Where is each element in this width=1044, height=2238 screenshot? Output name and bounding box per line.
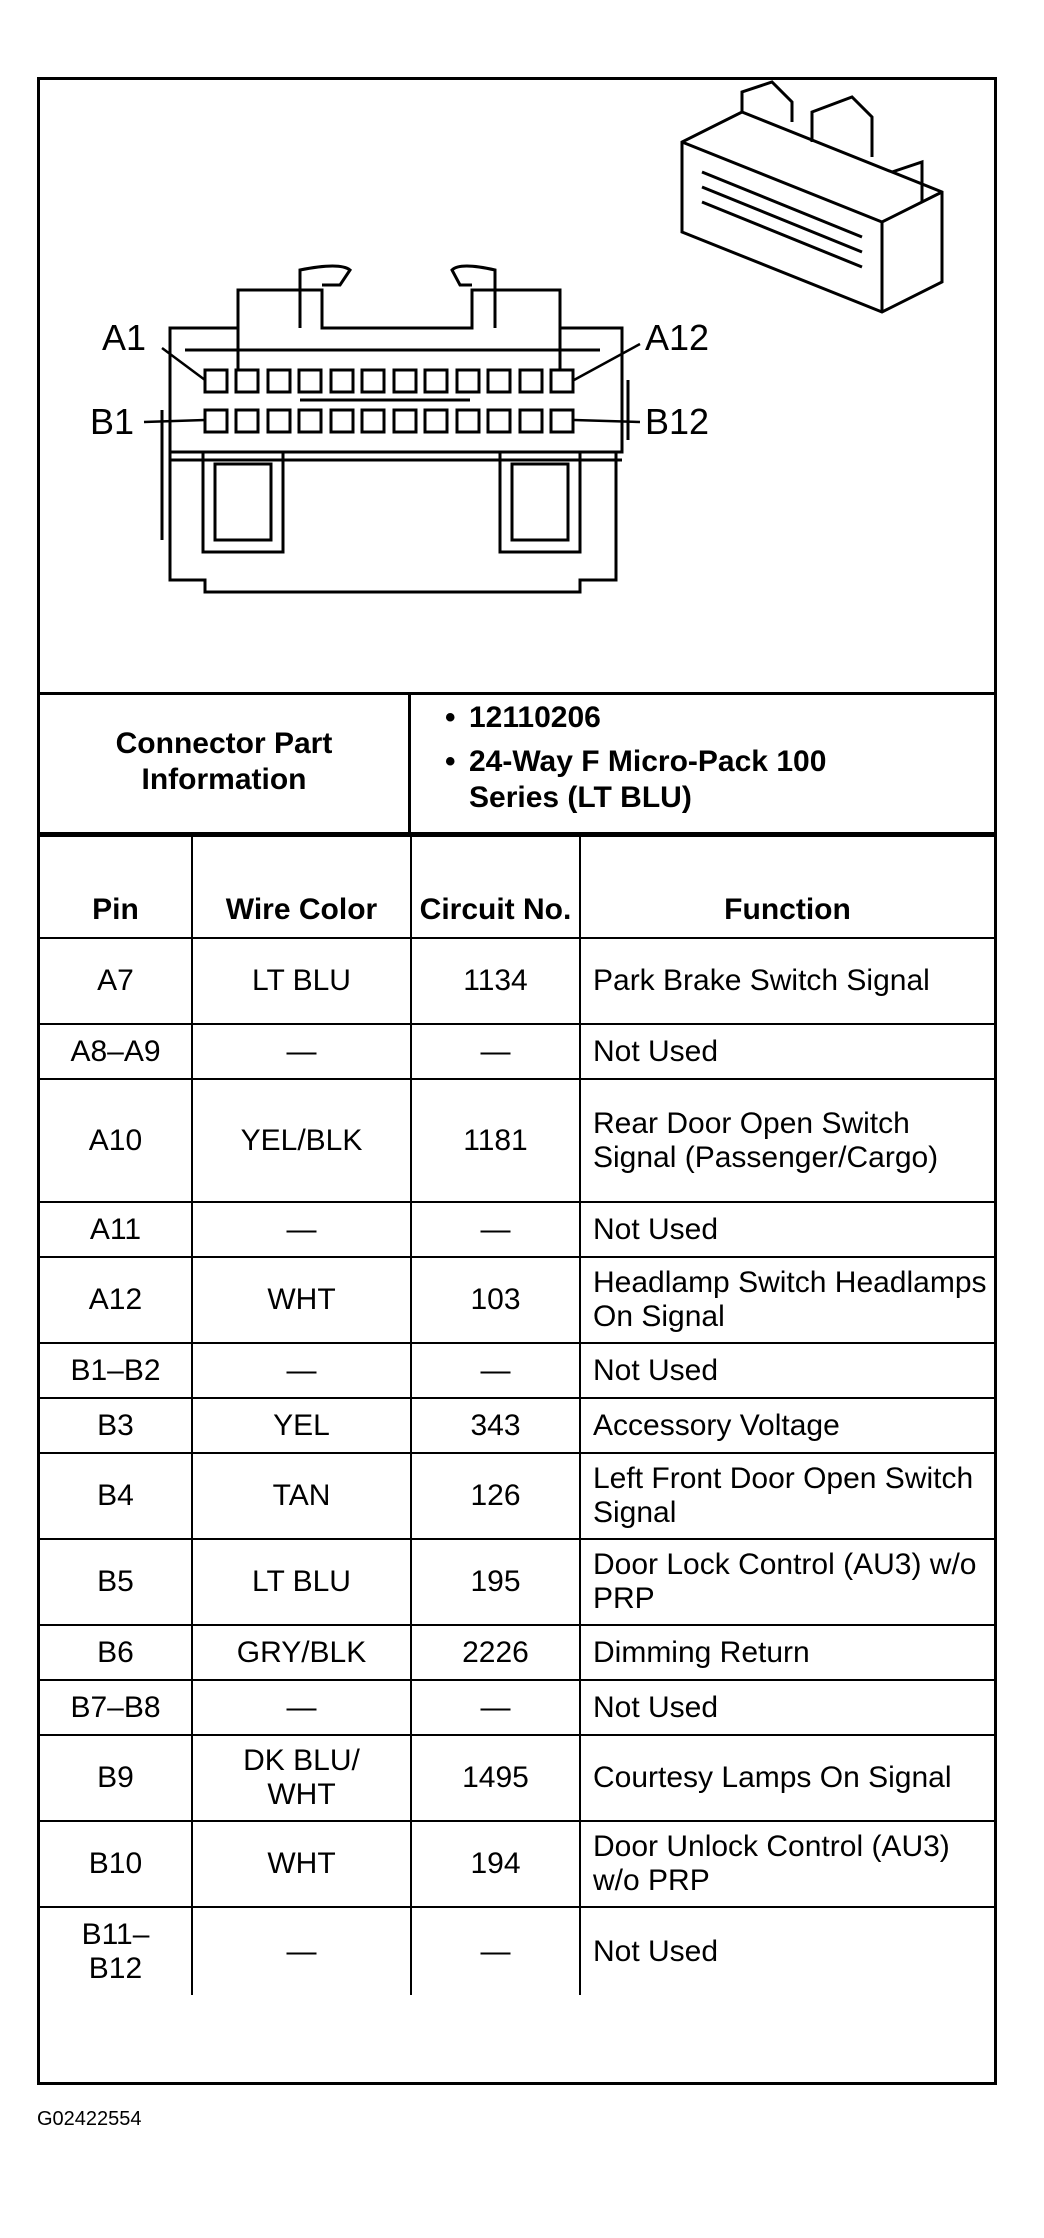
wire-color-cell: WHT [192, 1821, 411, 1907]
wire-color-cell: LT BLU [192, 1539, 411, 1625]
function-cell: Park Brake Switch Signal [580, 938, 994, 1024]
pin-cell: B10 [40, 1821, 192, 1907]
pin-label-b1: B1 [90, 401, 135, 442]
pin-cell: A7 [40, 938, 192, 1024]
circuit-cell: — [411, 1680, 580, 1735]
wire-color-cell: GRY/BLK [192, 1625, 411, 1680]
table-row [40, 1907, 994, 1995]
pin-cell: B6 [40, 1625, 192, 1680]
function-cell: Left Front Door Open Switch Signal [580, 1453, 994, 1539]
circuit-cell: 343 [411, 1398, 580, 1453]
header-function: Function [580, 836, 994, 938]
pin-cell: A10 [40, 1079, 192, 1202]
function-cell: Door Unlock Control (AU3) w/o PRP [580, 1821, 994, 1907]
function-cell: Accessory Voltage [580, 1398, 994, 1453]
header-pin: Pin [40, 836, 192, 938]
table-row [40, 1680, 994, 1735]
header-wire-color: Wire Color [192, 836, 411, 938]
table-row [40, 1453, 994, 1539]
connector-face-drawing [40, 80, 994, 690]
figure-id: G02422554 [37, 2108, 142, 2130]
circuit-cell: — [411, 1024, 580, 1079]
function-cell: Rear Door Open Switch Signal (Passenger/Cargo) [580, 1079, 994, 1202]
wire-color-cell: LT BLU [192, 938, 411, 1024]
connector-info-details [411, 692, 994, 832]
function-cell: Door Lock Control (AU3) w/o PRP [580, 1539, 994, 1625]
wire-color-cell: DK BLU/ WHT [192, 1735, 411, 1821]
pinout-table [40, 835, 994, 1995]
pin-cell: A12 [40, 1257, 192, 1343]
part-number: • 12110206 [469, 700, 994, 736]
wire-color-cell: YEL [192, 1398, 411, 1453]
table-row [40, 1539, 994, 1625]
pin-cell: B7–B8 [40, 1680, 192, 1735]
circuit-cell: 1495 [411, 1735, 580, 1821]
connector-info-heading: Connector Part Information [40, 692, 411, 832]
circuit-cell: 194 [411, 1821, 580, 1907]
table-row [40, 938, 994, 1024]
wire-color-cell: — [192, 1680, 411, 1735]
wire-color-cell: YEL/BLK [192, 1079, 411, 1202]
function-cell: Headlamp Switch Headlamps On Signal [580, 1257, 994, 1343]
pin-cell: B4 [40, 1453, 192, 1539]
circuit-cell: — [411, 1907, 580, 1995]
header-circuit: Circuit No. [411, 836, 580, 938]
connector-isometric-view [682, 82, 942, 312]
wire-color-cell: — [192, 1907, 411, 1995]
wire-color-cell: WHT [192, 1257, 411, 1343]
connector-document [37, 77, 997, 2085]
wire-color-cell: — [192, 1024, 411, 1079]
table-row [40, 1079, 994, 1202]
wire-color-cell: — [192, 1202, 411, 1257]
pin-cell: B9 [40, 1735, 192, 1821]
pin-label-a12: A12 [645, 317, 710, 358]
circuit-cell: — [411, 1202, 580, 1257]
pin-cell: A8–A9 [40, 1024, 192, 1079]
wire-color-cell: TAN [192, 1453, 411, 1539]
table-row [40, 1257, 994, 1343]
function-cell: Not Used [580, 1202, 994, 1257]
table-row [40, 1821, 994, 1907]
table-row [40, 1202, 994, 1257]
circuit-cell: 1181 [411, 1079, 580, 1202]
function-cell: Not Used [580, 1024, 994, 1079]
function-cell: Not Used [580, 1343, 994, 1398]
connector-part-information [40, 692, 994, 835]
table-row [40, 1398, 994, 1453]
connector-description: • 24-Way F Micro-Pack 100 Series (LT BLU) [469, 744, 994, 816]
table-row [40, 1625, 994, 1680]
function-cell: Not Used [580, 1907, 994, 1995]
circuit-cell: 126 [411, 1453, 580, 1539]
pin-label-b12: B12 [645, 401, 710, 442]
table-row [40, 1024, 994, 1079]
pin-cell: B11– B12 [40, 1907, 192, 1995]
table-row [40, 1343, 994, 1398]
pin-cell: B3 [40, 1398, 192, 1453]
circuit-cell: 2226 [411, 1625, 580, 1680]
function-cell: Not Used [580, 1680, 994, 1735]
function-cell: Dimming Return [580, 1625, 994, 1680]
table-row [40, 1735, 994, 1821]
function-cell: Courtesy Lamps On Signal [580, 1735, 994, 1821]
circuit-cell: 103 [411, 1257, 580, 1343]
connector-diagram [40, 80, 994, 695]
pin-cell: A11 [40, 1202, 192, 1257]
pin-cell: B1–B2 [40, 1343, 192, 1398]
pin-label-a1: A1 [102, 317, 147, 358]
pin-cell: B5 [40, 1539, 192, 1625]
circuit-cell: — [411, 1343, 580, 1398]
table-header-row [40, 836, 994, 938]
circuit-cell: 195 [411, 1539, 580, 1625]
wire-color-cell: — [192, 1343, 411, 1398]
circuit-cell: 1134 [411, 938, 580, 1024]
